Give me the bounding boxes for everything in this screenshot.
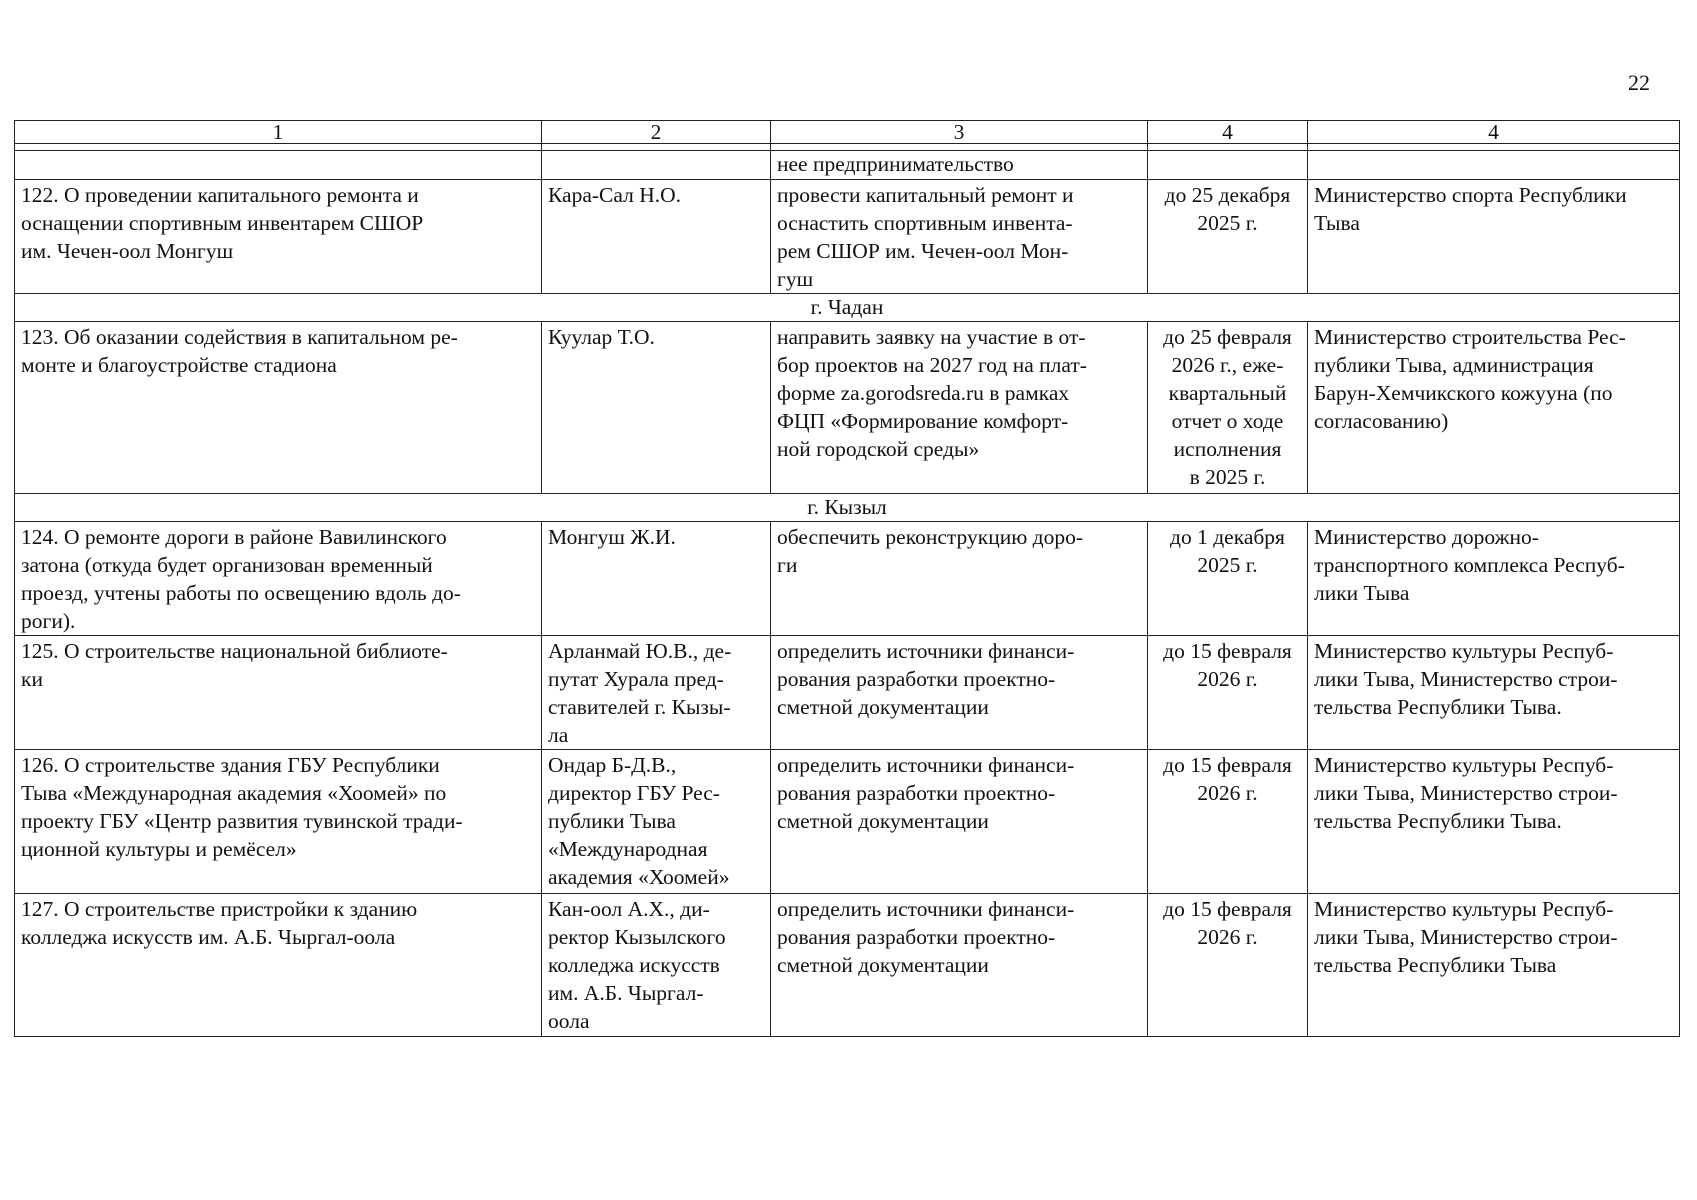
- row-subject: 122. О проведении капитального ремонта и оснащении спортивным инвентарем СШОР им. Чечен-оол Монгуш: [15, 180, 542, 294]
- row-deadline: до 25 февраля 2026 г., еже- квартальный отчет о ходе исполнения в 2025 г.: [1148, 322, 1308, 494]
- row-deadline: до 15 февраля 2026 г.: [1148, 750, 1308, 894]
- row-responsible: Кара-Сал Н.О.: [542, 180, 771, 294]
- separator-row: [15, 144, 1680, 151]
- row-action: определить источники финанси- рования разработки проектно- сметной документации: [771, 750, 1148, 894]
- row-action: провести капитальный ремонт и оснастить спортивным инвента- рем СШОР им. Чечен-оол Мон- гуш: [771, 180, 1148, 294]
- column-header-1: 1: [15, 121, 542, 144]
- row-subject: 124. О ремонте дороги в районе Вавилинского затона (откуда будет организован временный проезд, учтены работы по освещению вдоль до- роги).: [15, 522, 542, 636]
- row-executor: Министерство спорта Республики Тыва: [1308, 180, 1680, 294]
- table-row: [15, 750, 1680, 894]
- row-responsible: Кан-оол А.Х., ди- ректор Кызылского колледжа искусств им. А.Б. Чыргал- оола: [542, 894, 771, 1037]
- row-executor: Министерство строительства Рес- публики Тыва, администрация Барун-Хемчикского кожууна (по согласованию): [1308, 322, 1680, 494]
- page-number: 22: [1628, 70, 1650, 95]
- row-subject: 126. О строительстве здания ГБУ Республики Тыва «Международная академия «Хоомей» по проекту ГБУ «Центр развития тувинской тради- ционной культуры и ремёсел»: [15, 750, 542, 894]
- row-deadline: до 15 февраля 2026 г.: [1148, 894, 1308, 1037]
- table-row: [15, 636, 1680, 750]
- row-subject: 123. Об оказании содействия в капитальном ре- монте и благоустройстве стадиона: [15, 322, 542, 494]
- row-executor: Министерство дорожно- транспортного комплекса Респуб- лики Тыва: [1308, 522, 1680, 636]
- row-executor: Министерство культуры Респуб- лики Тыва, Министерство строи- тельства Республики Тыва: [1308, 894, 1680, 1037]
- column-header-3: 3: [771, 121, 1148, 144]
- section-title-chadan: г. Чадан: [15, 294, 1680, 322]
- table-row: [15, 894, 1680, 1037]
- row-responsible: Куулар Т.О.: [542, 322, 771, 494]
- column-header-2: 2: [542, 121, 771, 144]
- continuation-row: [15, 151, 1680, 180]
- section-row: [15, 494, 1680, 522]
- section-title-kyzyl: г. Кызыл: [15, 494, 1680, 522]
- row-responsible: Монгуш Ж.И.: [542, 522, 771, 636]
- row-action: направить заявку на участие в от- бор проектов на 2027 год на плат- форме za.gorodsreda.ru в рамках ФЦП «Формирование комфорт- ной городской среды»: [771, 322, 1148, 494]
- row-responsible: Арланмай Ю.В., де- путат Хурала пред- ставителей г. Кызы- ла: [542, 636, 771, 750]
- row-deadline: до 1 декабря 2025 г.: [1148, 522, 1308, 636]
- row-executor: Министерство культуры Респуб- лики Тыва, Министерство строи- тельства Республики Тыва.: [1308, 636, 1680, 750]
- continuation-text: нее предпринимательство: [771, 151, 1148, 180]
- row-executor: Министерство культуры Респуб- лики Тыва, Министерство строи- тельства Республики Тыва.: [1308, 750, 1680, 894]
- table-row: [15, 522, 1680, 636]
- table-row: [15, 180, 1680, 294]
- row-subject: 127. О строительстве пристройки к зданию колледжа искусств им. А.Б. Чыргал-оола: [15, 894, 542, 1037]
- row-deadline: до 25 декабря 2025 г.: [1148, 180, 1308, 294]
- column-header-5: 4: [1308, 121, 1680, 144]
- plan-table: [14, 120, 1680, 1037]
- row-responsible: Ондар Б-Д.В., директор ГБУ Рес- публики Тыва «Международная академия «Хоомей»: [542, 750, 771, 894]
- table-row: [15, 322, 1680, 494]
- row-action: определить источники финанси- рования разработки проектно- сметной документации: [771, 894, 1148, 1037]
- row-action: определить источники финанси- рования разработки проектно- сметной документации: [771, 636, 1148, 750]
- row-action: обеспечить реконструкцию доро- ги: [771, 522, 1148, 636]
- column-number-row: [15, 121, 1680, 144]
- section-row: [15, 294, 1680, 322]
- row-deadline: до 15 февраля 2026 г.: [1148, 636, 1308, 750]
- row-subject: 125. О строительстве национальной библиоте- ки: [15, 636, 542, 750]
- column-header-4: 4: [1148, 121, 1308, 144]
